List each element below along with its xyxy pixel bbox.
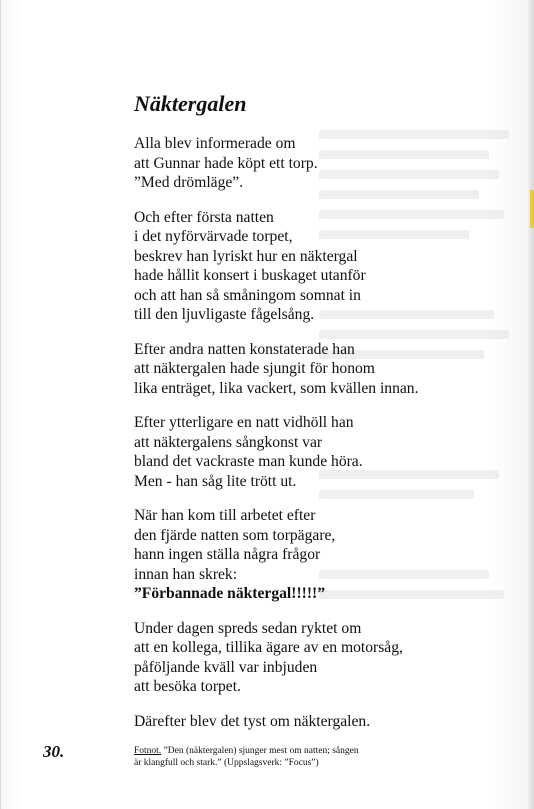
poem-line: att näktergalen hade sjungit för honom [134,360,375,377]
stanza-4 [134,413,474,491]
footnote-line-2: är klangfull och stark.” (Uppslagsverk: ”Focus”) [134,757,319,768]
poem-line: Alla blev informerade om [134,135,296,152]
footnote-line-1 [134,746,474,758]
poem-line: beskrev han lyriskt hur en näktergal [134,247,358,265]
stanza-3 [134,340,474,399]
poem-line: hade hållit konsert i buskaget utanför [134,267,366,284]
poem-line: Efter andra natten konstaterade han [134,340,355,358]
poem-line: lika enträget, lika vackert, som kvällen innan. [134,379,419,397]
poem-line: Under dagen spreds sedan ryktet om [134,619,362,637]
page-number: 30. [43,742,65,761]
poem-line: Därefter blev det tyst om näktergalen. [134,712,371,730]
poem-line: i det nyförvärvade torpet, [134,228,293,245]
poem-line: Men - han såg lite trött ut. [134,472,297,490]
stanza-6 [134,619,474,697]
bookmark-tab [530,190,534,228]
poem-line: innan han skrek: [134,565,238,583]
poem-line: och att han så småningom somnat in [134,286,361,304]
poem-line: hann ingen ställa några frågor [134,546,321,563]
footnote-label: Fotnot. [134,746,162,756]
poem-line: att näktergalens sångkonst var [134,433,323,451]
poem-line: Och efter första natten [134,208,274,226]
page-edge [528,0,534,809]
stanza-5 [134,506,474,604]
poem-line: Efter ytterligare en natt vidhöll han [134,414,354,431]
poem-line: bland det vackraste man kunde höra. [134,453,363,470]
poem-line: till den ljuvligaste fågelsång. [134,306,315,323]
poem-exclamation: ”Förbannade näktergal!!!!!” [134,585,326,602]
stanza-7 [134,712,474,732]
poem-line: den fjärde natten som torpägare, [134,526,336,544]
poem-line: ”Med drömläge”. [134,174,244,191]
poem-line: påföljande kväll var inbjuden [134,658,318,676]
poem-line: att Gunnar hade köpt ett torp. [134,154,318,172]
stanza-2 [134,208,474,325]
stanza-1 [134,134,474,193]
footnote [134,746,474,769]
poem-title: Näktergalen [134,91,247,116]
poem-line: att besöka torpet. [134,678,241,695]
poem [134,92,474,769]
poem-line: När han kom till arbetet efter [134,507,316,524]
footnote-text: ”Den (näktergalen) sjunger mest om natten; sången [161,746,359,756]
poem-line: att en kollega, tillika ägare av en motorsåg, [134,639,403,656]
